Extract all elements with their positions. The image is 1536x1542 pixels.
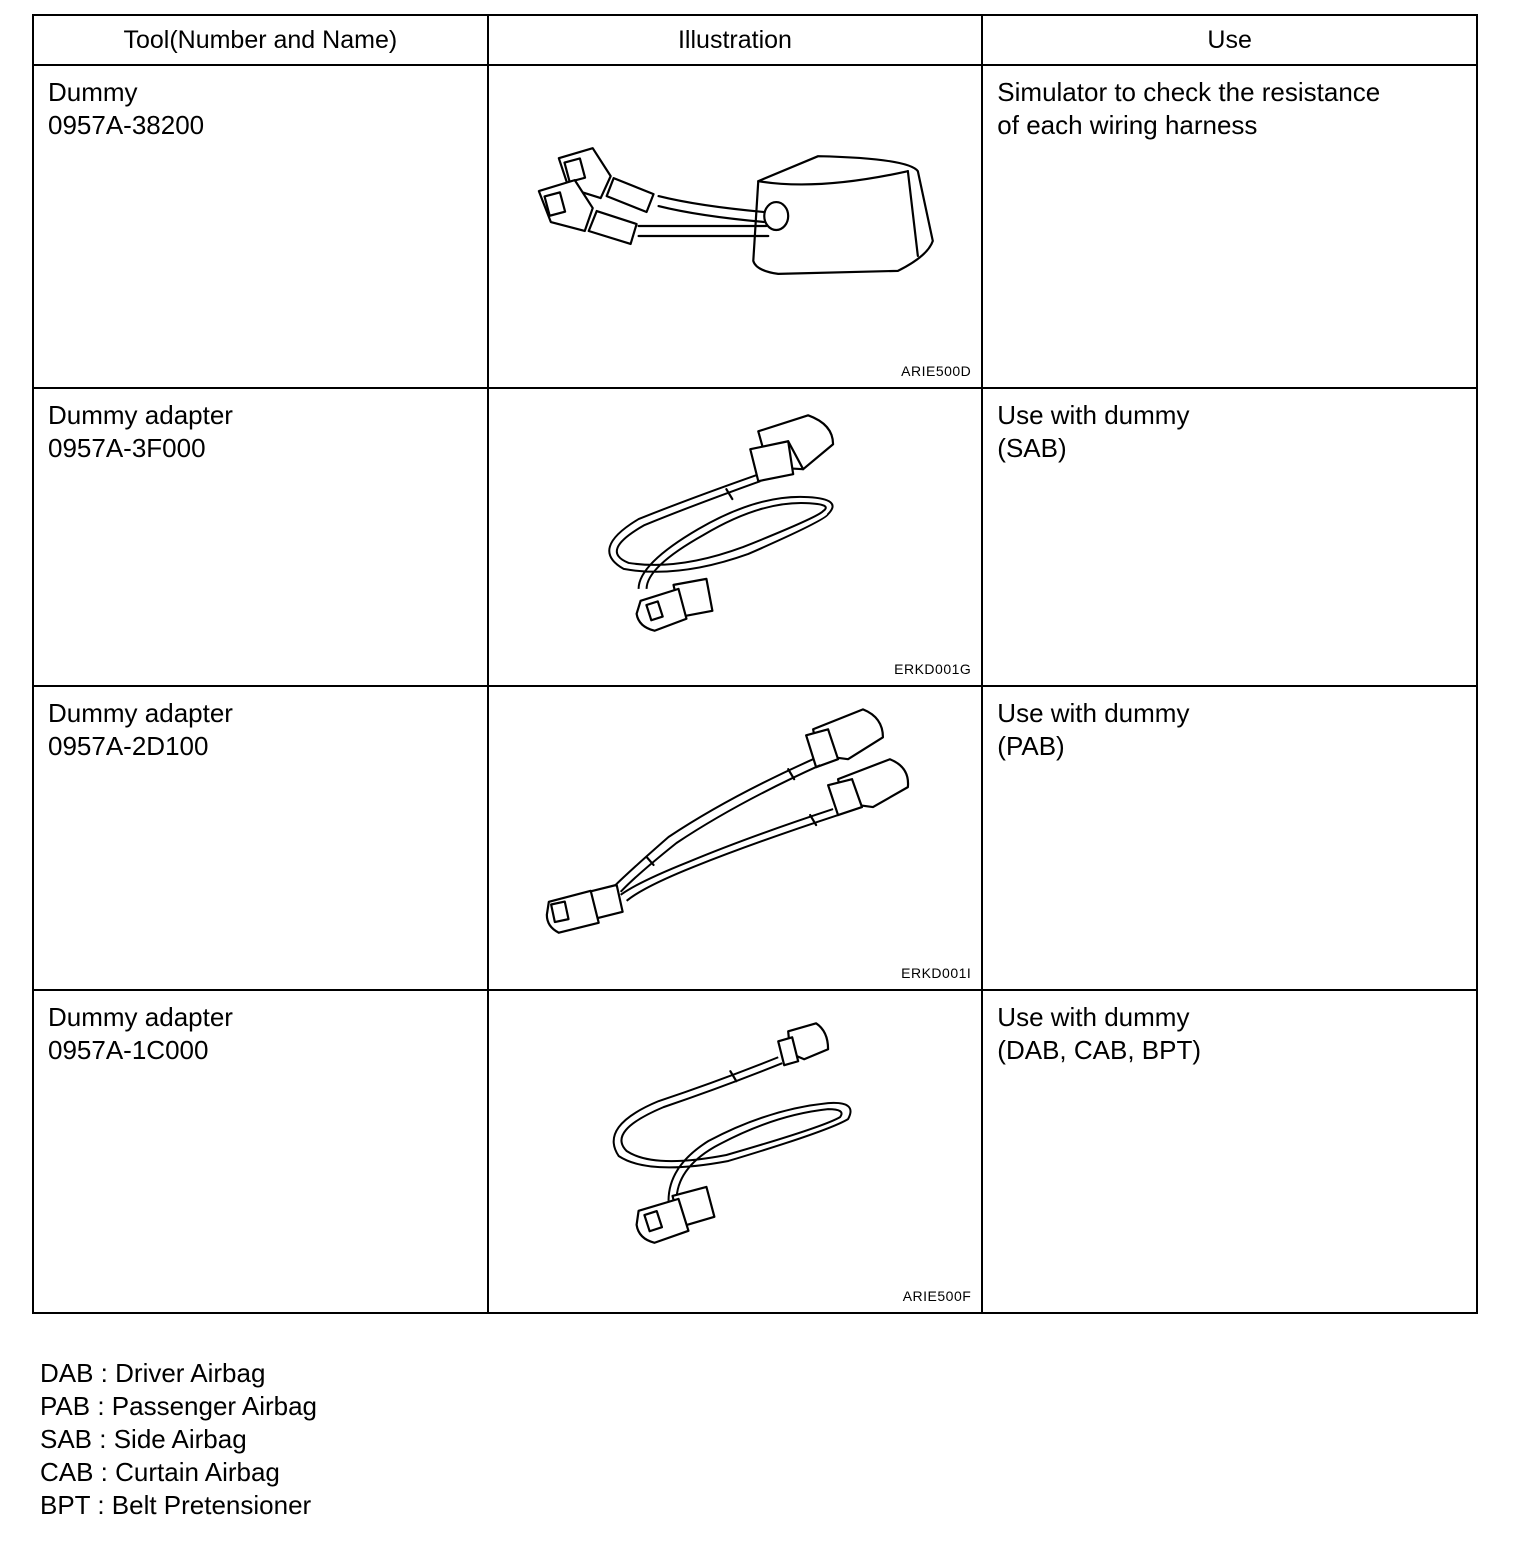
- use-cell: [982, 990, 1477, 1313]
- tool-cell: [33, 388, 488, 686]
- use-text-line1: Simulator to check the resistance: [997, 77, 1381, 107]
- tool-name: Dummy adapter: [48, 400, 233, 430]
- tool-name: Dummy adapter: [48, 698, 233, 728]
- table-row: [33, 990, 1477, 1313]
- tool-name: Dummy: [48, 77, 138, 107]
- use-text-line2: (SAB): [997, 433, 1067, 463]
- use-text-line2: of each wiring harness: [997, 110, 1258, 140]
- tool-cell: [33, 65, 488, 388]
- use-cell: [982, 388, 1477, 686]
- tool-cell: [33, 990, 488, 1313]
- dummy-simulator-box-icon: [489, 66, 982, 387]
- tool-name: Dummy adapter: [48, 1002, 233, 1032]
- figure-code: ERKD001G: [894, 661, 972, 677]
- tool-number: 0957A-38200: [48, 110, 205, 140]
- legend-item-dab: DAB : Driver Airbag: [40, 1358, 266, 1388]
- tool-cell: [33, 686, 488, 990]
- legend-item-sab: SAB : Side Airbag: [40, 1424, 247, 1454]
- table-header-row: [33, 15, 1477, 65]
- use-text-line1: Use with dummy: [997, 400, 1190, 430]
- use-text-line2: (PAB): [997, 731, 1065, 761]
- legend-item-cab: CAB : Curtain Airbag: [40, 1457, 280, 1487]
- table-row: [33, 686, 1477, 990]
- illustration-cell: [488, 65, 983, 388]
- figure-code: ERKD001I: [901, 965, 972, 981]
- header-use: Use: [982, 15, 1477, 65]
- adapter-harness-y-icon: [489, 687, 982, 989]
- illustration-cell: [488, 686, 983, 990]
- table-row: [33, 388, 1477, 686]
- adapter-harness-single-icon: [489, 389, 982, 685]
- tool-number: 0957A-2D100: [48, 731, 209, 761]
- tool-number: 0957A-3F000: [48, 433, 206, 463]
- tool-number: 0957A-1C000: [48, 1035, 209, 1065]
- illustration-cell: [488, 388, 983, 686]
- legend-item-bpt: BPT : Belt Pretensioner: [40, 1490, 312, 1520]
- use-cell: [982, 65, 1477, 388]
- legend-item-pab: PAB : Passenger Airbag: [40, 1391, 318, 1421]
- header-illustration: Illustration: [488, 15, 983, 65]
- figure-code: ARIE500F: [902, 1288, 972, 1304]
- figure-code: ARIE500D: [901, 363, 972, 379]
- adapter-harness-single-icon: [489, 991, 982, 1312]
- use-text-line2: (DAB, CAB, BPT): [997, 1035, 1201, 1065]
- use-text-line1: Use with dummy: [997, 698, 1190, 728]
- use-text-line1: Use with dummy: [997, 1002, 1190, 1032]
- header-tool: Tool(Number and Name): [33, 15, 488, 65]
- use-cell: [982, 686, 1477, 990]
- special-tool-table: [32, 14, 1478, 1314]
- abbreviation-legend: [40, 1357, 317, 1522]
- table-row: [33, 65, 1477, 388]
- illustration-cell: [488, 990, 983, 1313]
